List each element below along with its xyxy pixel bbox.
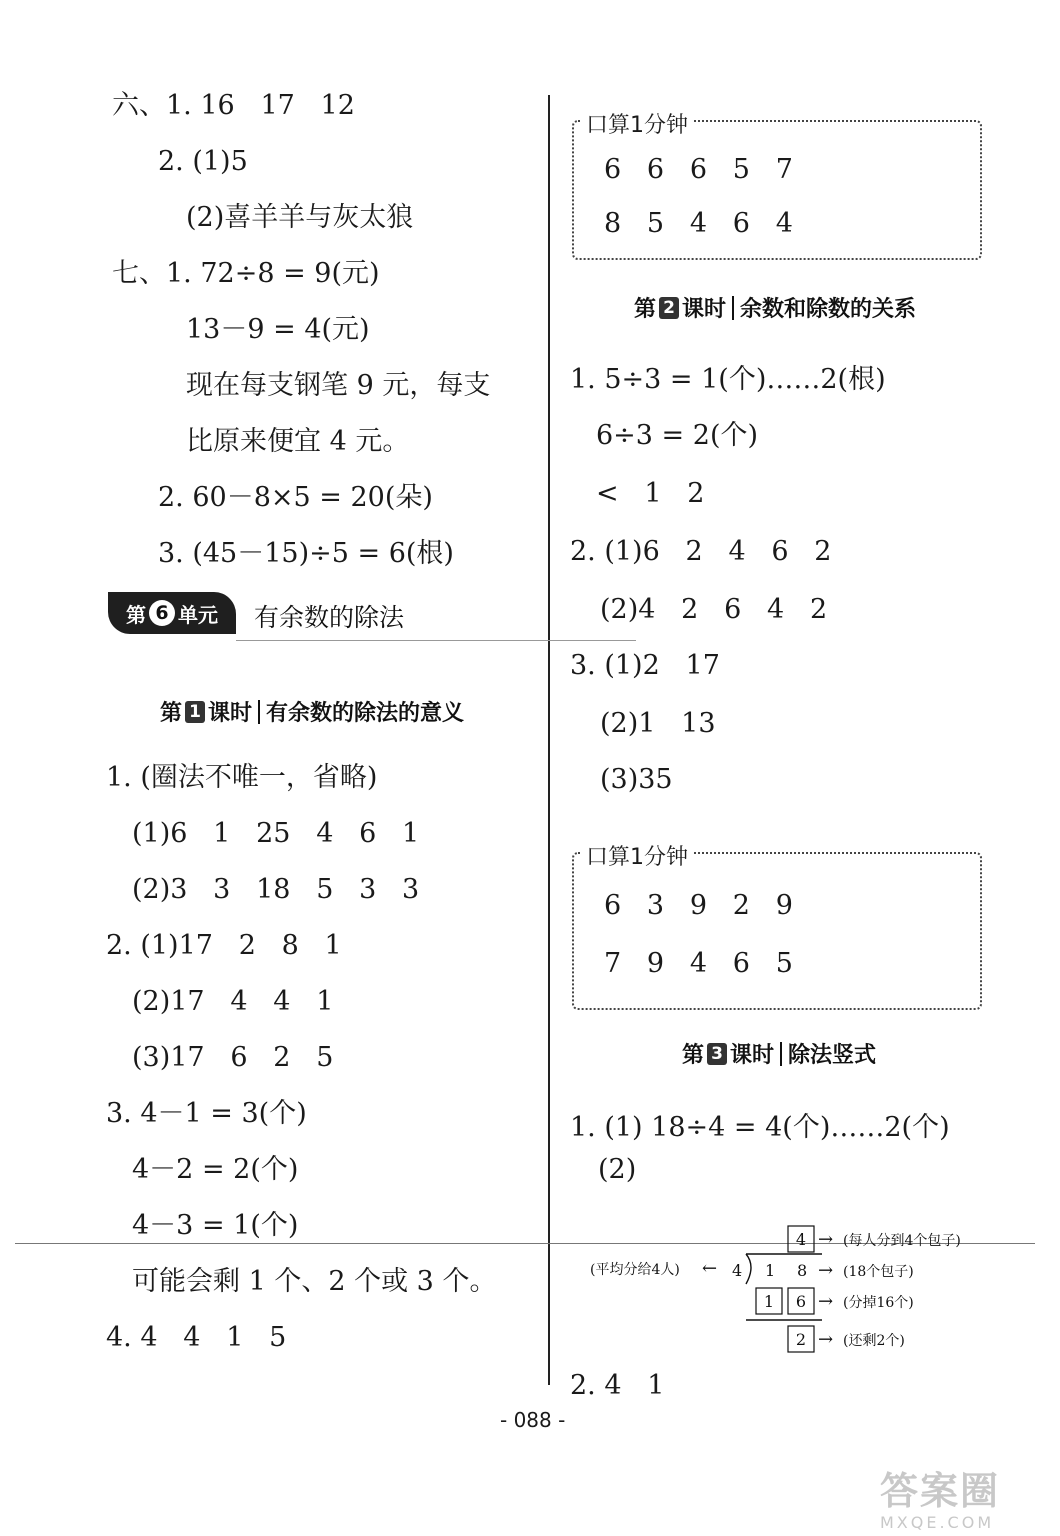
l3-answer-1a: 1. (1) 18÷4 = 4(个)……2(个) <box>570 1112 950 1143</box>
quotient-arrow: → <box>818 1229 834 1250</box>
lesson-1-di: 第 <box>160 701 183 726</box>
lesson-3-di: 第 <box>682 1043 705 1068</box>
dividend-digit-1: 1 <box>765 1261 776 1280</box>
page-number: - 088 - <box>500 1408 566 1432</box>
unit-badge <box>108 592 236 634</box>
oral-calc-title-2: 口算1分钟 <box>580 840 694 871</box>
quotient-digit: 4 <box>795 1230 807 1249</box>
oral-calc-row-1b: 8 5 4 6 4 <box>604 208 793 239</box>
l2-answer-3c: (3)35 <box>600 764 673 795</box>
answer-s7-1b: 13－9 = 4(元) <box>186 314 370 345</box>
l2-answer-3b: (2)1 13 <box>600 708 716 739</box>
unit-dan: 单元 <box>178 602 218 627</box>
lesson-1-ks: 课时 <box>208 701 253 726</box>
answer-s7-1a: 七、1. 72÷8 = 9(元) <box>112 258 380 289</box>
watermark-url: MXQE.COM <box>880 1513 995 1532</box>
l1-answer-1-2: (2)3 3 18 5 3 3 <box>132 874 420 905</box>
lesson-2-title: 余数和除数的关系 <box>740 297 917 322</box>
l2-answer-1a: 1. 5÷3 = 1(个)……2(根) <box>570 364 886 395</box>
lesson-3-ks: 课时 <box>730 1043 775 1068</box>
l2-answer-2b: (2)4 2 6 4 2 <box>600 594 828 625</box>
lesson-2-di: 第 <box>634 297 657 322</box>
oral-calc-row-1a: 6 6 6 5 7 <box>604 154 793 185</box>
oral-calc-row-2b: 7 9 4 6 5 <box>604 948 793 979</box>
l2-answer-1b: 6÷3 = 2(个) <box>596 420 759 451</box>
l2-answer-1c: < 1 2 <box>596 478 705 509</box>
product-digit-1: 1 <box>763 1292 775 1311</box>
l3-answer-2: 2. 4 1 <box>570 1370 665 1401</box>
product-arrow: → <box>818 1291 834 1312</box>
dividend-arrow: → <box>818 1260 834 1281</box>
product-digit-2: 6 <box>795 1292 807 1311</box>
answer-s7-1d: 比原来便宜 4 元。 <box>186 426 410 457</box>
dividend-label: (18个包子) <box>843 1264 914 1280</box>
oral-calc-box-1 <box>572 113 982 260</box>
l1-answer-2-3: (3)17 6 2 5 <box>132 1042 334 1073</box>
lesson-1-number: 1 <box>185 701 205 723</box>
l1-answer-1-1: (1)6 1 25 4 6 1 <box>132 818 420 849</box>
unit-underline <box>236 640 636 641</box>
quotient-label: (每人分到4个包子) <box>843 1233 961 1249</box>
dividend-digit-2: 8 <box>797 1261 808 1280</box>
l1-answer-3b: 4－2 = 2(个) <box>132 1154 299 1185</box>
lesson-3-title: 除法竖式 <box>788 1043 877 1068</box>
lesson-1-heading <box>160 696 464 727</box>
lesson-3-heading <box>682 1038 876 1069</box>
oral-calc-row-2a: 6 3 9 2 9 <box>604 890 793 921</box>
lesson-2-number: 2 <box>659 297 679 319</box>
lesson-3-separator <box>780 1042 782 1066</box>
answer-s7-3: 3. (45－15)÷5 = 6(根) <box>158 538 454 569</box>
division-bracket <box>746 1254 822 1284</box>
l1-answer-4: 4. 4 4 1 5 <box>106 1322 287 1353</box>
oral-calc-title-1: 口算1分钟 <box>580 108 694 139</box>
l1-answer-3c: 4－3 = 1(个) <box>132 1210 299 1241</box>
answer-s6-2-1: 2. (1)5 <box>158 146 248 177</box>
lesson-1-separator <box>258 700 260 724</box>
lesson-2-heading <box>634 292 916 323</box>
l1-answer-1: 1. (圈法不唯一，省略) <box>106 762 378 793</box>
oral-calc-box-2 <box>572 845 982 1010</box>
unit-banner <box>108 592 528 642</box>
l1-answer-2-2: (2)17 4 4 1 <box>132 986 334 1017</box>
answer-s6-2-2: (2)喜羊羊与灰太狼 <box>186 202 414 233</box>
l2-answer-2a: 2. (1)6 2 4 6 2 <box>570 536 832 567</box>
lesson-3-number: 3 <box>707 1043 727 1065</box>
divisor-arrow: ← <box>702 1258 718 1279</box>
lesson-2-separator <box>732 296 734 320</box>
answer-s7-2: 2. 60－8×5 = 20(朵) <box>158 482 433 513</box>
column-divider <box>548 95 550 1385</box>
divisor-digit: 4 <box>732 1261 743 1280</box>
watermark <box>880 1460 1040 1530</box>
answer-s7-1c: 现在每支钢笔 9 元，每支 <box>186 370 491 401</box>
l1-answer-3d: 可能会剩 1 个、2 个或 3 个。 <box>132 1266 497 1297</box>
remainder-arrow: → <box>818 1329 834 1350</box>
l3-answer-1b: (2) <box>598 1154 637 1185</box>
watermark-logo-text: 答案圈 <box>880 1469 1001 1513</box>
unit-di: 第 <box>126 602 146 627</box>
product-label: (分掉16个) <box>843 1295 914 1311</box>
remainder-digit: 2 <box>795 1330 807 1349</box>
lesson-2-ks: 课时 <box>682 297 727 322</box>
l1-answer-2-1: 2. (1)17 2 8 1 <box>106 930 342 961</box>
l2-answer-3a: 3. (1)2 17 <box>570 650 720 681</box>
long-division-diagram <box>560 1224 1040 1364</box>
unit-title: 有余数的除法 <box>254 603 405 632</box>
remainder-label: (还剩2个) <box>843 1333 905 1349</box>
answer-s6-1: 六、1. 16 17 12 <box>112 90 355 121</box>
unit-number: 6 <box>149 600 175 626</box>
l1-answer-3a: 3. 4－1 = 3(个) <box>106 1098 307 1129</box>
lesson-1-title: 有余数的除法的意义 <box>266 701 465 726</box>
divisor-label: (平均分给4人) <box>590 1262 680 1278</box>
